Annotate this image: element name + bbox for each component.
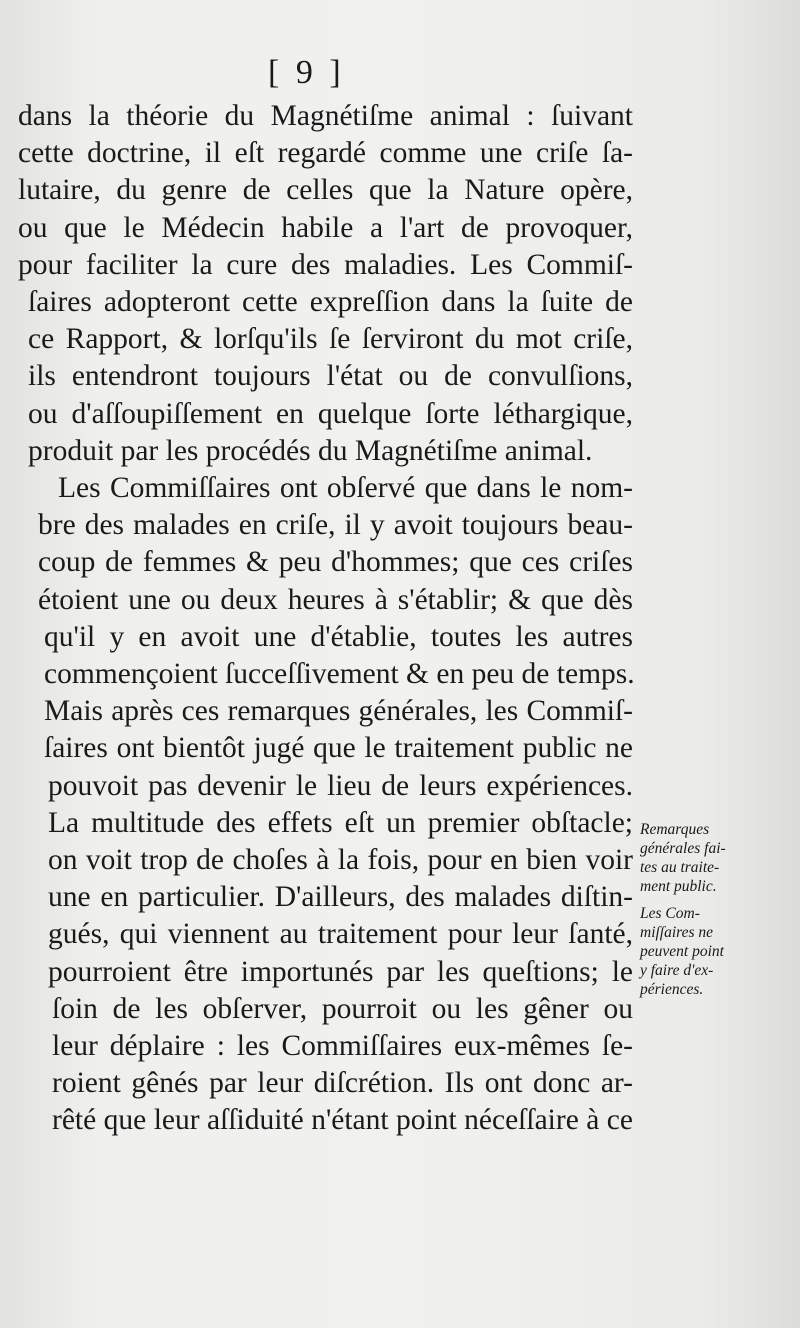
text-line: rêté que leur aſſiduité n'étant point néceſſaire à ce [52, 1104, 633, 1137]
margin-note-line: y faire d'ex- [640, 962, 714, 979]
text-line: Les Commiſſaires ont obſervé que dans le nom- [58, 472, 633, 505]
text-line: gués, qui viennent au traitement pour leur ſanté, [48, 918, 633, 951]
text-line: Mais après ces remarques générales, les Commiſ- [44, 695, 633, 728]
text-line: on voit trop de choſes à la fois, pour en bien voir [48, 844, 633, 877]
margin-note-line: ment public. [640, 878, 717, 895]
text-line: lutaire, du genre de celles que la Nature opère, [18, 174, 633, 207]
text-line: qu'il y en avoit une d'établie, toutes les autres [44, 620, 633, 653]
text-line: dans la théorie du Magnétiſme animal : ſuivant [18, 100, 633, 132]
margin-note-line: Les Com- [640, 905, 700, 922]
text-line: roient gênés par leur diſcrétion. Ils ont donc ar- [52, 1067, 633, 1100]
text-line: ſaires ont bientôt jugé que le traitement public ne [44, 732, 633, 765]
margin-note-line: périences. [640, 981, 704, 998]
text-line: pour faciliter la cure des maladies. Les Commiſ- [18, 248, 633, 281]
margin-note-line: peuvent point [640, 943, 724, 960]
page-number: [ 9 ] [268, 54, 345, 91]
text-line: produit par les procédés du Magnétiſme animal. [28, 434, 593, 467]
text-line: commençoient ſucceſſivement & en peu de temps. [44, 658, 635, 691]
text-line: ou que le Médecin habile a l'art de provoquer, [18, 211, 633, 244]
text-line: bre des malades en criſe, il y avoit toujours beau- [38, 509, 633, 542]
text-line: cette doctrine, il eſt regardé comme une criſe ſa- [18, 137, 633, 170]
text-line: pouvoit pas devenir le lieu de leurs expériences. [48, 769, 633, 802]
text-line: La multitude des effets eſt un premier obſtacle; [48, 806, 633, 839]
text-line: pourroient être importunés par les queſtions; le [48, 955, 633, 988]
margin-note-line: Remarques [640, 821, 710, 838]
text-line: ce Rapport, & lorſqu'ils ſe ſerviront du mot criſe, [28, 323, 633, 356]
text-line: ſaires adopteront cette expreſſion dans la ſuite de [28, 286, 633, 319]
text-line: ils entendront toujours l'état ou de convulſions, [28, 360, 633, 393]
text-line: ou d'aſſoupiſſement en quelque ſorte léthargique, [28, 397, 633, 430]
text-line: une en particulier. D'ailleurs, des malades diſtin- [48, 881, 633, 914]
text-line: leur déplaire : les Commiſſaires eux-mêmes ſe- [52, 1030, 633, 1063]
text-line: coup de femmes & peu d'hommes; que ces criſes [38, 546, 633, 579]
margin-note-line: miſſaires ne [640, 924, 714, 941]
text-line: ſoin de les obſerver, pourroit ou les gêner ou [52, 992, 633, 1025]
main-text-block [18, 98, 633, 1140]
margin-note [640, 820, 758, 999]
margin-note-line: tes au traite- [640, 859, 720, 876]
margin-note-line: générales fai- [640, 840, 726, 857]
text-line: étoient une ou deux heures à s'établir; & que dès [38, 583, 633, 616]
